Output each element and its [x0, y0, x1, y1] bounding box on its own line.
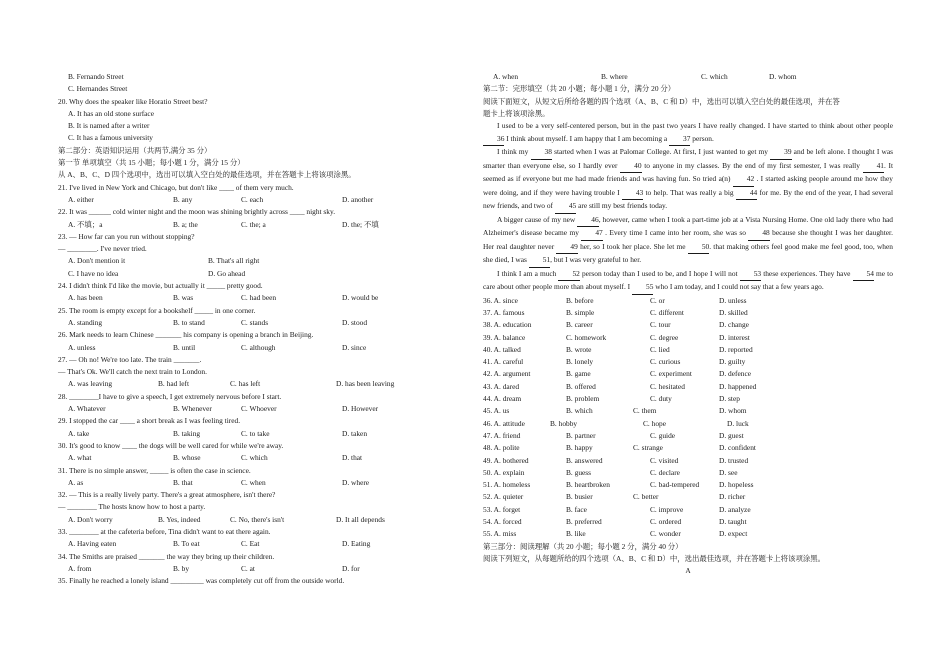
cloze-option-c: C. degree [650, 332, 679, 342]
blank-42: 42 [733, 173, 754, 187]
option-a: A. Don't worry [68, 514, 113, 524]
cloze-option-d: D. guest [719, 430, 744, 440]
cloze-option-c: C. or [650, 295, 665, 305]
cloze-option-d: D. defence [719, 369, 752, 379]
passage-paragraph-2: I think my 38 started when I was at Palomar College. At first, I just wanted to get my 39 and be left alone. I thought I was smarter than everyone else, so I hardly ever 40 to anyone in my classes. By the end of my first semester, I was really 41. It seemed as if everyone but me had made friends and was having fun. So tried a(n) 42 . I started asking people around me how they were doing, and if they were having trouble I 43 to help. That was really a big 44 for me. By the end of the year, I had several new friends, and two of 45 are still my best friends today. [483, 146, 893, 214]
cloze-option-c: C. them [633, 406, 657, 416]
cloze-option-a: 46. A. attitude [483, 418, 525, 428]
question-stem: 30. It's good to know ____ the dogs will be well cared for while we're away. [58, 440, 284, 450]
cloze-option-a: 36. A. since [483, 295, 518, 305]
part3-instructions: 阅读下列短文，从每题所给的四个选项（A、B、C 和 D）中，选出最佳选项，并在答题卡上将该项涂黑。 [483, 553, 826, 563]
cloze-options [483, 295, 893, 541]
option-c: C. Hernandes Street [68, 84, 128, 94]
cloze-option-d: D. whom [719, 406, 747, 416]
question-stem: 32. — This is a really lively party. There's a great atmosphere, isn't there? [58, 490, 276, 500]
cloze-option-b: B. happy [566, 443, 593, 453]
cloze-option-b: B. heartbroken [566, 480, 610, 490]
cloze-option-b: B. answered [566, 455, 603, 465]
cloze-option-row [483, 467, 893, 479]
cloze-option-c: C. better [633, 492, 659, 502]
section2-instructions-cont: 题卡上将该项涂黑。 [483, 108, 550, 118]
option-c: C. I have no idea [68, 268, 119, 278]
option-d: D. another [342, 194, 374, 204]
option-b: B. that [173, 477, 193, 487]
cloze-option-row [483, 295, 893, 307]
blank-41: 41 [863, 160, 884, 174]
cloze-option-d: D. confident [719, 443, 756, 453]
cloze-option-b: B. hobby [550, 418, 578, 428]
right-column [483, 71, 893, 578]
cloze-option-b: B. which [566, 406, 593, 416]
option-d: D. taken [342, 428, 368, 438]
question-options [58, 292, 458, 304]
question-stem: 27. — Oh no! We're too late. The train _______. [58, 354, 202, 364]
option-b: B. any [173, 194, 193, 204]
option-c: C. to take [241, 428, 270, 438]
question-stem: 25. The room is empty except for a bookshelf _____ in one corner. [58, 305, 256, 315]
option-c: C. Eat [241, 539, 260, 549]
question-35-stem: 35. Finally he reached a lonely island _________ was completely cut off from the outside world. [58, 576, 345, 586]
cloze-option-b: B. before [566, 295, 594, 305]
cloze-option-row [483, 528, 893, 540]
option-c: C. each [241, 194, 264, 204]
question-20-stem: 20. Why does the speaker like Horatio Street best? [58, 96, 208, 106]
blank-55: 55 [632, 281, 653, 295]
cloze-option-d: D. luck [727, 418, 749, 428]
cloze-option-c: C. hesitated [650, 381, 685, 391]
cloze-option-a: 44. A. dream [483, 394, 522, 404]
passage-label: A [685, 566, 691, 576]
option-a: A. has been [68, 293, 103, 303]
question-options [58, 194, 458, 206]
question-options [58, 477, 458, 489]
cloze-option-row [483, 405, 893, 417]
cloze-option-row [483, 381, 893, 393]
part3-title: 第三部分：阅读理解（共 20 小题；每小题 2 分，满分 40 分） [483, 541, 683, 551]
option-a: A. either [68, 194, 94, 204]
cloze-option-d: D. hopeless [719, 480, 754, 490]
cloze-option-a: 43. A. dared [483, 381, 520, 391]
option-c: C. at [241, 563, 255, 573]
question-stem-line2: — ________. I've never tried. [58, 244, 147, 254]
cloze-option-a: 50. A. explain [483, 467, 525, 477]
blank-39: 39 [770, 146, 791, 160]
option-b: B. had left [158, 379, 189, 389]
question-options [58, 255, 458, 267]
option-c: C. No, there's isn't [230, 514, 285, 524]
cloze-option-row [483, 430, 893, 442]
blank-37: 37 [669, 133, 690, 147]
blank-36: 36 [483, 133, 504, 147]
option-a: A. take [68, 428, 90, 438]
blank-50: 50 [688, 241, 709, 255]
option-d: D. Eating [342, 539, 371, 549]
option-b: B. a; the [173, 219, 198, 229]
cloze-option-b: B. like [566, 529, 586, 539]
option-d: D. has been leaving [336, 379, 395, 389]
blank-51: 51 [529, 254, 550, 268]
blank-49: 49 [556, 241, 577, 255]
option-a: A. what [68, 453, 92, 463]
question-options [58, 538, 458, 550]
blank-45: 45 [555, 200, 576, 214]
cloze-option-a: 54. A. forced [483, 517, 522, 527]
cloze-option-b: B. face [566, 504, 587, 514]
question-stem: 26. Mark needs to learn Chinese _______ his company is opening a branch in Beijing. [58, 330, 314, 340]
option-b: B. whose [173, 453, 201, 463]
blank-47: 47 [581, 227, 602, 241]
question-options [58, 342, 458, 354]
option-a: A. 不填；a [68, 219, 103, 229]
question-stem: 33. ________ at the cafeteria before, Tina didn't want to eat there again. [58, 526, 271, 536]
cloze-option-row [483, 516, 893, 528]
question-stem: 28. ________I have to give a speech, I get extremely nervous before I start. [58, 391, 282, 401]
cloze-option-c: C. bad-tempered [650, 480, 700, 490]
question-options [58, 378, 458, 390]
cloze-option-row [483, 504, 893, 516]
option-b: B. Yes, indeed [158, 514, 201, 524]
cloze-option-b: B. offered [566, 381, 596, 391]
q35-option-d: D. whom [769, 72, 797, 81]
cloze-option-d: D. richer [719, 492, 746, 502]
cloze-option-d: D. see [719, 467, 738, 477]
option-b: B. Fernando Street [68, 72, 124, 81]
option-a: A. Whatever [68, 404, 106, 414]
cloze-option-c: C. guide [650, 430, 676, 440]
q20-option-a: A. It has an old stone surface [68, 108, 154, 118]
cloze-option-row [483, 393, 893, 405]
cloze-option-a: 39. A. balance [483, 332, 526, 342]
q35-option-c: C. which [701, 72, 728, 81]
cloze-option-row [483, 442, 893, 454]
cloze-option-d: D. interest [719, 332, 750, 342]
option-a: A. was leaving [68, 379, 113, 389]
cloze-option-c: C. wonder [650, 529, 681, 539]
cloze-option-d: D. guilty [719, 357, 746, 367]
option-d: D. since [342, 342, 367, 352]
question-options [58, 563, 458, 575]
cloze-option-b: B. simple [566, 307, 595, 317]
cloze-option-b: B. busier [566, 492, 593, 502]
cloze-option-d: D. change [719, 320, 749, 330]
question-options [58, 219, 458, 231]
cloze-option-c: C. duty [650, 394, 672, 404]
cloze-option-a: 38. A. education [483, 320, 532, 330]
blank-44: 44 [736, 187, 757, 201]
cloze-option-d: D. happened [719, 381, 757, 391]
blank-38: 38 [531, 146, 552, 160]
cloze-option-a: 45. A. us [483, 406, 510, 416]
option-d: D. that [342, 453, 363, 463]
cloze-option-a: 55. A. miss [483, 529, 517, 539]
option-b: B. until [173, 342, 196, 352]
question-stem: 34. The Smiths are praised _______ the way they bring up their children. [58, 551, 275, 561]
cloze-option-a: 52. A. quieter [483, 492, 524, 502]
cloze-option-c: C. ordered [650, 517, 682, 527]
cloze-option-b: C. homework [566, 332, 607, 342]
cloze-option-a: 47. A. friend [483, 430, 521, 440]
cloze-option-a: 37. A. famous [483, 307, 525, 317]
cloze-option-b: B. preferred [566, 517, 602, 527]
question-stem-line2: — That's Ok. We'll catch the next train to London. [58, 367, 207, 377]
cloze-option-d: D. reported [719, 344, 753, 354]
question-stem: 23. — How far can you run without stopping? [58, 231, 195, 241]
blank-46: 46 [577, 214, 598, 228]
cloze-option-b: B. lonely [566, 357, 594, 367]
option-b: B. to stand [173, 317, 205, 327]
option-d: D. stood [342, 317, 368, 327]
option-b: B. To eat [173, 539, 200, 549]
option-c: C. when [241, 477, 266, 487]
option-a: A. as [68, 477, 84, 487]
cloze-option-row [483, 455, 893, 467]
question-stem: 29. I stopped the car ____ a short break as I was feeling tired. [58, 416, 241, 426]
part2-title: 第二部分：英语知识运用（共两节,满分 35 分） [58, 145, 212, 155]
question-options [58, 403, 458, 415]
question-options [58, 514, 458, 526]
question-stem-line2: — ________ The hosts know how to host a party. [58, 502, 206, 512]
option-a: A. unless [68, 342, 96, 352]
left-column [58, 71, 458, 587]
cloze-option-a: 48. A. polite [483, 443, 520, 453]
cloze-option-row [483, 356, 893, 368]
cloze-option-b: B. career [566, 320, 593, 330]
option-c: C. Whoever [241, 404, 277, 414]
cloze-option-d: D. unless [719, 295, 747, 305]
cloze-option-row [483, 344, 893, 356]
section2-title: 第二节：完形填空（共 20 小题；每小题 1 分，满分 20 分） [483, 84, 676, 94]
option-c: C. had been [241, 293, 277, 303]
cloze-option-d: D. trusted [719, 455, 749, 465]
cloze-option-a: 40. A. talked [483, 344, 521, 354]
section1-instructions: 从 A、B、C、D 四个选项中，选出可以填入空白处的最佳选项，并在答题卡上将该项涂黑。 [58, 170, 356, 180]
section2-instructions: 阅读下面短文，从短文后所给各题的四个选项（A、B、C 和 D）中，选出可以填入空白处的最佳选项，并在答 [483, 96, 840, 106]
cloze-option-row [483, 368, 893, 380]
option-d: D. the; 不填 [342, 219, 379, 229]
passage-paragraph-3: A bigger cause of my new 46, however, came when I took a part-time job at a Vista Nursing Home. One old lady there who had Alzheimer's disease became my 47 . Every time I came into her room, she was so 48 because she thought I was her daughter. Her real daughter never 49 her, so I took her place. She let me 50. that making others feel good make me feel good, too, when she died, I was 51, but I was very grateful to her. [483, 214, 893, 268]
passage-paragraph-1: I used to be a very self-centered person, but in the past two years I have really changed. I have started to think about other people 36 I think about myself. I am happy that I am becoming a 37 person. [483, 120, 893, 146]
q35-option-a: A. when [493, 72, 519, 81]
q35-option-b: B. where [601, 72, 628, 81]
multiple-choice-questions [58, 182, 458, 576]
blank-54: 54 [853, 268, 874, 282]
question-stem: 24. I didn't think I'd like the movie, but actually it _____ pretty good. [58, 281, 263, 291]
cloze-option-c: C. declare [650, 467, 680, 477]
option-d: D. for [342, 563, 360, 573]
option-a: A. Don't mention it [68, 256, 126, 266]
option-d: D. would be [342, 293, 379, 303]
cloze-option-row [483, 491, 893, 503]
cloze-option-c: C. different [650, 307, 684, 317]
cloze-option-row [483, 418, 893, 430]
question-stem: 31. There is no simple answer, _____ is often the case in science. [58, 465, 251, 475]
q20-option-c: C. It has a famous university [68, 133, 153, 143]
cloze-option-b: B. partner [566, 430, 596, 440]
option-a: A. from [68, 563, 92, 573]
option-c: C. the; a [241, 219, 266, 229]
cloze-option-b: B. problem [566, 394, 600, 404]
option-a: A. Having eaten [68, 539, 117, 549]
option-d: D. It all depends [336, 514, 385, 524]
cloze-option-a: 49. A. bothered [483, 455, 529, 465]
option-b: B. was [173, 293, 194, 303]
cloze-option-c: C. improve [650, 504, 684, 514]
cloze-option-row [483, 307, 893, 319]
option-c: C. which [241, 453, 268, 463]
cloze-option-a: 51. A. homeless [483, 480, 531, 490]
cloze-option-d: D. taught [719, 517, 747, 527]
cloze-option-c: C. visited [650, 455, 679, 465]
question-stem: 21. I've lived in New York and Chicago, but don't like ____ of them very much. [58, 182, 294, 192]
option-c: C. stands [241, 317, 269, 327]
option-b: B. taking [173, 428, 201, 438]
cloze-option-a: 42. A. argument [483, 369, 531, 379]
cloze-option-c: C. strange [633, 443, 663, 453]
cloze-option-row [483, 319, 893, 331]
cloze-option-row [483, 479, 893, 491]
cloze-option-d: D. skilled [719, 307, 748, 317]
cloze-option-b: B. game [566, 369, 591, 379]
option-b: B. That's all right [208, 256, 260, 266]
section1-title: 第一节 单项填空（共 15 小题；每小题 1 分，满分 15 分） [58, 158, 245, 168]
question-options [58, 428, 458, 440]
blank-52: 52 [558, 268, 579, 282]
option-d: D. However [342, 404, 379, 414]
question-options [58, 317, 458, 329]
cloze-option-d: D. analyze [719, 504, 751, 514]
option-c: C. has left [230, 379, 261, 389]
cloze-option-c: C. experiment [650, 369, 692, 379]
option-c: C. although [241, 342, 276, 352]
cloze-option-row [483, 332, 893, 344]
cloze-option-a: 41. A. careful [483, 357, 524, 367]
option-b: B. Whenever [173, 404, 212, 414]
blank-48: 48 [748, 227, 769, 241]
cloze-option-c: C. tour [650, 320, 671, 330]
cloze-option-b: B. guess [566, 467, 592, 477]
cloze-option-c: C. hope [643, 418, 666, 428]
passage-paragraph-4: I think I am a much 52 person today than I used to be, and I hope I will not 53 these experiences. They have 54 me to care about other people more than about myself. I 55 who I am today, and I could not say that a few years ago. [483, 268, 893, 295]
cloze-option-c: C. lied [650, 344, 670, 354]
cloze-option-d: D. step [719, 394, 740, 404]
option-d: D. where [342, 477, 370, 487]
cloze-option-b: B. wrote [566, 344, 592, 354]
cloze-option-d: D. expect [719, 529, 748, 539]
cloze-option-c: C. curious [650, 357, 681, 367]
blank-43: 43 [622, 187, 643, 201]
blank-40: 40 [620, 160, 641, 174]
q35-options [483, 71, 893, 83]
question-stem: 22. It was ______ cold winter night and the moon was shining brightly across ____ night sky. [58, 207, 336, 217]
cloze-passage [483, 120, 893, 295]
cloze-option-a: 53. A. forget [483, 504, 521, 514]
option-b: B. by [173, 563, 190, 573]
question-options [58, 268, 458, 280]
option-a: A. standing [68, 317, 103, 327]
q20-option-b: B. It is named after a writer [68, 121, 150, 131]
question-options [58, 452, 458, 464]
blank-53: 53 [740, 268, 761, 282]
option-d: D. Go ahead [208, 268, 246, 278]
